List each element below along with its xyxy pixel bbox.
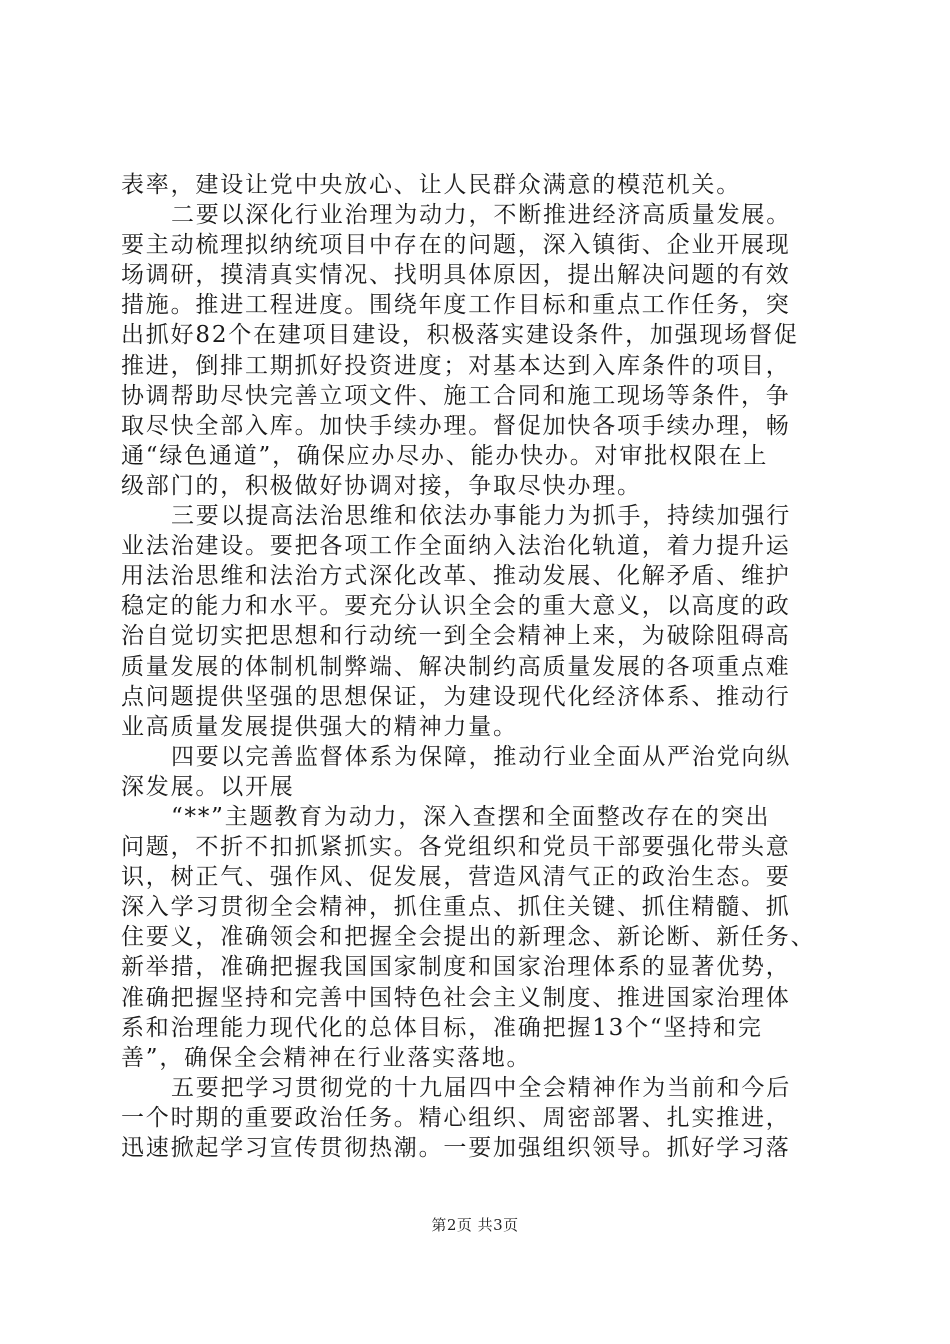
text-line: 业法治建设。要把各项工作全面纳入法治化轨道，着力提升运 [121, 533, 791, 560]
text-line: 治自觉切实把思想和行动统一到全会精神上来，为破除阻碍高 [121, 623, 791, 650]
text-line: 协调帮助尽快完善立项文件、施工合同和施工现场等条件，争 [121, 382, 791, 409]
text-line: 深入学习贯彻全会精神，抓住重点、抓住关键、抓住精髓、抓 [121, 894, 791, 921]
text-line: 准确把握坚持和完善中国特色社会主义制度、推进国家治理体 [121, 984, 791, 1011]
text-line: 四要以完善监督体系为保障，推动行业全面从严治党向纵 [171, 743, 791, 770]
text-line: 新举措，准确把握我国国家制度和国家治理体系的显著优势， [121, 954, 791, 981]
text-line: 表率，建设让党中央放心、让人民群众满意的模范机关。 [121, 172, 741, 198]
text-line: 稳定的能力和水平。要充分认识全会的重大意义，以高度的政 [121, 593, 791, 620]
text-line: 识，树正气、强作风、促发展，营造风清气正的政治生态。要 [121, 864, 791, 891]
text-line: 取尽快全部入库。加快手续办理。督促加快各项手续办理，畅 [121, 412, 791, 439]
text-line: 二要以深化行业治理为动力，不断推进经济高质量发展。 [171, 202, 791, 229]
text-line: 质量发展的体制机制弊端、解决制约高质量发展的各项重点难 [121, 653, 791, 680]
text-line: 迅速掀起学习宣传贯彻热潮。一要加强组织领导。抓好学习落 [121, 1135, 791, 1161]
text-line: 通“绿色通道”，确保应办尽办、能办快办。对审批权限在上 [121, 442, 769, 469]
text-line: 住要义，准确领会和把握全会提出的新理念、新论断、新任务、 [121, 924, 816, 951]
text-line: 五要把学习贯彻党的十九届四中全会精神作为当前和今后 [171, 1074, 791, 1101]
text-line: 善”，确保全会精神在行业落实落地。 [121, 1044, 532, 1071]
text-line: “**”主题教育为动力，深入查摆和全面整改存在的突出 [171, 803, 771, 830]
text-line: 场调研，摸清真实情况、找明具体原因，提出解决问题的有效 [121, 262, 791, 289]
text-line: 深发展。以开展 [121, 773, 295, 800]
text-line: 级部门的，积极做好协调对接，争取尽快办理。 [121, 472, 642, 499]
body-text [121, 170, 836, 1163]
text-line: 点问题提供坚强的思想保证，为建设现代化经济体系、推动行 [121, 683, 791, 710]
text-line: 问题，不折不扣抓紧抓实。各党组织和党员干部要强化带头意 [121, 834, 791, 861]
text-line: 三要以提高法治思维和依法办事能力为抓手，持续加强行 [171, 503, 791, 530]
text-line: 要主动梳理拟纳统项目中存在的问题，深入镇街、企业开展现 [121, 232, 791, 259]
text-line: 用法治思维和法治方式深化改革、推动发展、化解矛盾、维护 [121, 563, 791, 590]
text-line: 系和治理能力现代化的总体目标，准确把握13个“坚持和完 [121, 1014, 763, 1041]
page-footer: 第2页 共3页 [431, 1216, 519, 1234]
text-line: 推进，倒排工期抓好投资进度；对基本达到入库条件的项目， [121, 352, 791, 379]
text-line: 出抓好82个在建项目建设，积极落实建设条件，加强现场督促 [121, 322, 799, 349]
text-line: 一个时期的重要政治任务。精心组织、周密部署、扎实推进， [121, 1104, 791, 1131]
text-line: 措施。推进工程进度。围绕年度工作目标和重点工作任务，突 [121, 292, 791, 319]
text-line: 业高质量发展提供强大的精神力量。 [121, 713, 518, 740]
